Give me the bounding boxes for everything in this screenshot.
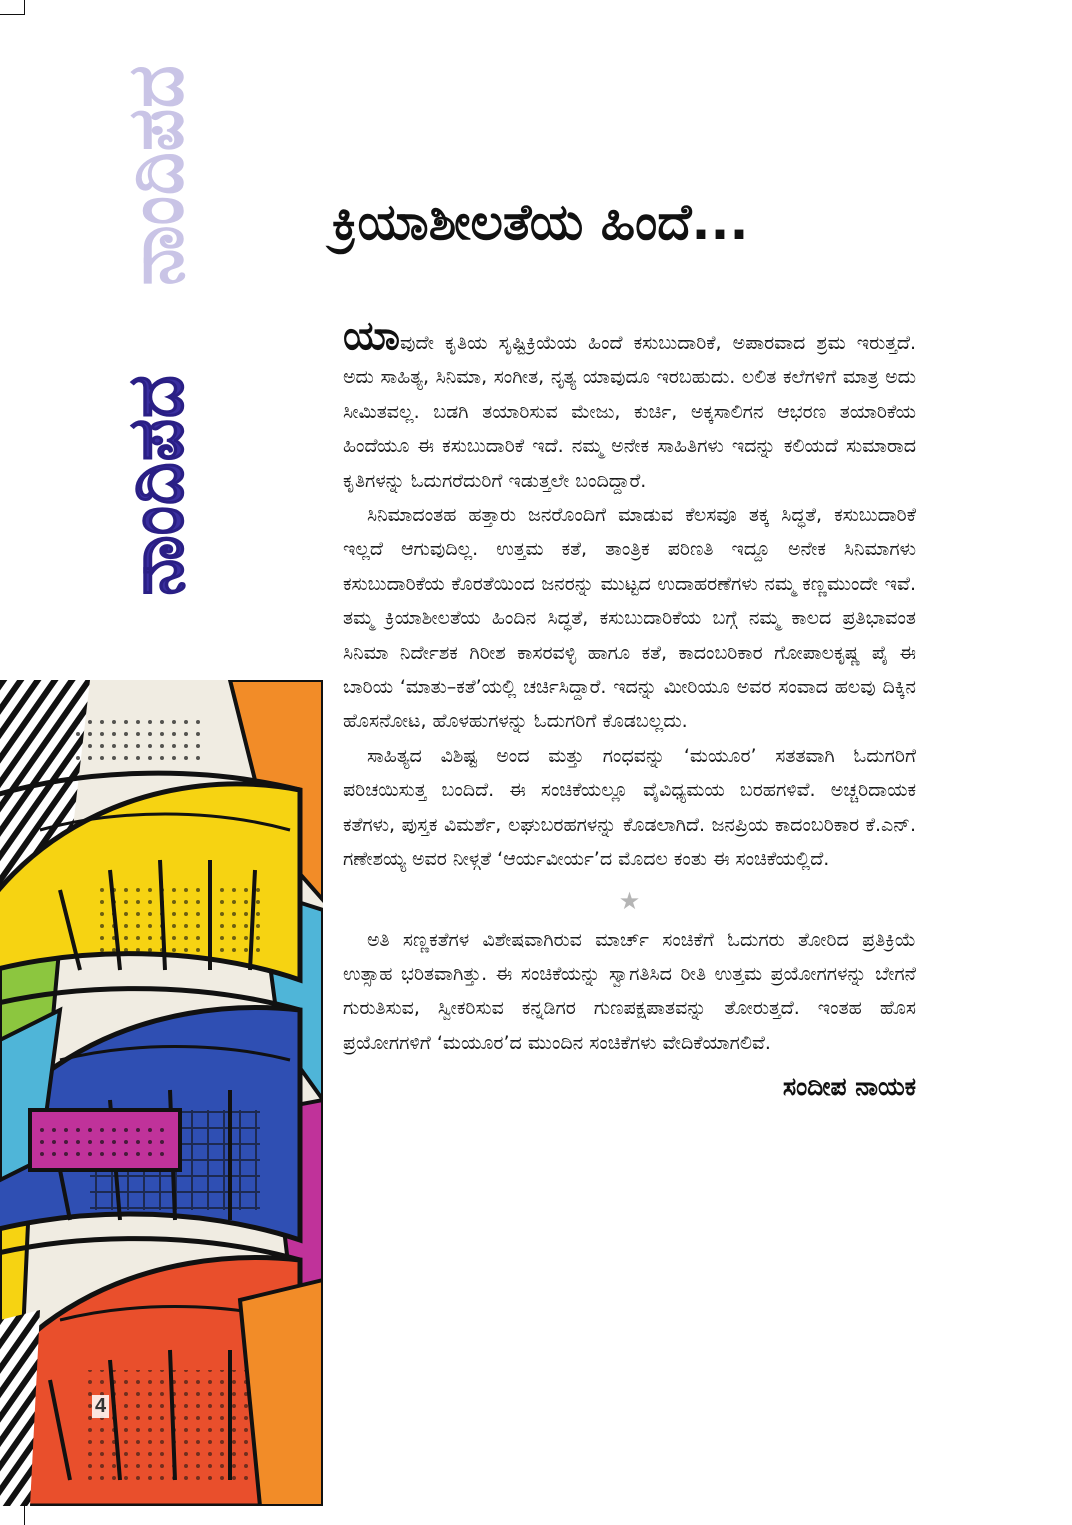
page-number: 4 bbox=[92, 1395, 109, 1418]
crop-mark-bottom-left-v bbox=[24, 1506, 25, 1525]
crop-mark-top-left-v bbox=[24, 0, 25, 15]
article-body bbox=[343, 313, 916, 1105]
drop-cap: ಯಾ bbox=[343, 313, 400, 359]
section-masthead bbox=[110, 40, 220, 600]
paragraph-3: ಸಾಹಿತ್ಯದ ವಿಶಿಷ್ಟ ಅಂದ ಮತ್ತು ಗಂಧವನ್ನು ‘ಮಯೂರ’ ಸತತವಾಗಿ ಓದುಗರಿಗೆ ಪರಿಚಯಿಸುತ್ತ ಬಂದಿದೆ. ಈ ಸಂಚಿಕೆಯಲ್ಲೂ ವೈವಿಧ್ಯಮಯ ಬರಹಗಳಿವೆ. ಅಚ್ಚರಿದಾಯಕ ಕತೆಗಳು, ಪುಸ್ತಕ ವಿಮರ್ಶೆ, ಲಘುಬರಹಗಳನ್ನು ಕೊಡಲಾಗಿದೆ. ಜನಪ್ರಿಯ ಕಾದಂಬರಿಕಾರ ಕೆ.ಎನ್. ಗಣೇಶಯ್ಯ ಅವರ ನೀಳ್ಗತೆ ‘ಆರ್ಯವೀರ್ಯ’ದ ಮೊದಲ ಕಂತು ಈ ಸಂಚಿಕೆಯಲ್ಲಿದೆ. bbox=[343, 744, 916, 871]
article-title: ಕ್ರಿಯಾಶೀಲತೆಯ ಹಿಂದೆ... bbox=[332, 193, 749, 251]
star-separator-icon: ★ bbox=[618, 886, 641, 915]
paragraph-4: ಅತಿ ಸಣ್ಣಕತೆಗಳ ವಿಶೇಷವಾಗಿರುವ ಮಾರ್ಚ್ ಸಂಚಿಕೆಗೆ ಓದುಗರು ತೋರಿದ ಪ್ರತಿಕ್ರಿಯೆ ಉತ್ಸಾಹ ಭರಿತವಾಗಿತ್ತು. ಈ ಸಂಚಿಕೆಯನ್ನು ಸ್ವಾಗತಿಸಿದ ರೀತಿ ಉತ್ತಮ ಪ್ರಯೋಗಗಳನ್ನು ಬೇಗನೆ ಗುರುತಿಸುವ, ಸ್ವೀಕರಿಸುವ ಕನ್ನಡಿಗರ ಗುಣಪಕ್ಷಪಾತವನ್ನು ತೋರುತ್ತದೆ. ಇಂತಹ ಹೊಸ ಪ್ರಯೋಗಗಳಿಗೆ ‘ಮಯೂರ’ದ ಮುಂದಿನ ಸಂಚಿಕೆಗಳು ವೇದಿಕೆಯಾಗಲಿವೆ. bbox=[343, 928, 916, 1054]
author-signature: ಸಂದೀಪ ನಾಯಕ bbox=[782, 1072, 916, 1102]
masthead-light-word: ನಾಂದಿಪದ bbox=[111, 64, 201, 286]
paragraph-2: ಸಿನಿಮಾದಂತಹ ಹತ್ತಾರು ಜನರೊಂದಿಗೆ ಮಾಡುವ ಕೆಲಸವೂ ತಕ್ಕ ಸಿದ್ಧತೆ, ಕಸುಬುದಾರಿಕೆ ಇಲ್ಲದೆ ಆಗುವುದಿಲ್ಲ. ಉತ್ತಮ ಕತೆ, ತಾಂತ್ರಿಕ ಪರಿಣತಿ ಇದ್ದೂ ಅನೇಕ ಸಿನಿಮಾಗಳು ಕಸುಬುದಾರಿಕೆಯ ಕೊರತೆಯಿಂದ ಜನರನ್ನು ಮುಟ್ಟದ ಉದಾಹರಣೆಗಳು ನಮ್ಮ ಕಣ್ಣಮುಂದೇ ಇವೆ. ತಮ್ಮ ಕ್ರಿಯಾಶೀಲತೆಯ ಹಿಂದಿನ ಸಿದ್ಧತೆ, ಕಸುಬುದಾರಿಕೆಯ ಬಗ್ಗೆ ನಮ್ಮ ಕಾಲದ ಪ್ರತಿಭಾವಂತ ಸಿನಿಮಾ ನಿರ್ದೇಶಕ ಗಿರೀಶ ಕಾಸರವಳ್ಳಿ ಹಾಗೂ ಕತೆ, ಕಾದಂಬರಿಕಾರ ಗೋಪಾಲಕೃಷ್ಣ ಪೈ ಈ ಬಾರಿಯ ‘ಮಾತು–ಕತೆ’ಯಲ್ಲಿ ಚರ್ಚಿಸಿದ್ದಾರೆ. ಇದನ್ನು ಮೀರಿಯೂ ಅವರ ಸಂವಾದ ಹಲವು ದಿಕ್ಕಿನ ಹೊಸನೋಟ, ಹೊಳಹುಗಳನ್ನು ಓದುಗರಿಗೆ ಕೊಡಬಲ್ಲದು. bbox=[343, 504, 916, 733]
masthead-dark-word: ನಾಂದಿಪದ bbox=[111, 374, 201, 596]
paragraph-1 bbox=[343, 313, 916, 498]
paragraph-1-text: ವುದೇ ಕೃತಿಯ ಸೃಷ್ಟಿಕ್ರಿಯೆಯ ಹಿಂದೆ ಕಸುಬುದಾರಿಕೆ, ಅಪಾರವಾದ ಶ್ರಮ ಇರುತ್ತದೆ. ಅದು ಸಾಹಿತ್ಯ, ಸಿನಿಮಾ, ಸಂಗೀತ, ನೃತ್ಯ ಯಾವುದೂ ಇರಬಹುದು. ಲಲಿತ ಕಲೆಗಳಿಗೆ ಮಾತ್ರ ಅದು ಸೀಮಿತವಲ್ಲ. ಬಡಗಿ ತಯಾರಿಸುವ ಮೇಜು, ಕುರ್ಚಿ, ಅಕ್ಕಸಾಲಿಗನ ಆಭರಣ ತಯಾರಿಕೆಯ ಹಿಂದೆಯೂ ಈ ಕಸುಬುದಾರಿಕೆ ಇದೆ. ನಮ್ಮ ಅನೇಕ ಸಾಹಿತಿಗಳು ಇದನ್ನು ಕಲಿಯದೆ ಸುಮಾರಾದ ಕೃತಿಗಳನ್ನು ಓದುಗರೆದುರಿಗೆ ಇಡುತ್ತಲೇ ಬಂದಿದ್ದಾರೆ. bbox=[343, 332, 916, 492]
decorative-mandala-artwork bbox=[0, 680, 323, 1506]
crop-mark-top-left-h bbox=[0, 14, 24, 15]
artwork-graphic bbox=[0, 680, 323, 1506]
